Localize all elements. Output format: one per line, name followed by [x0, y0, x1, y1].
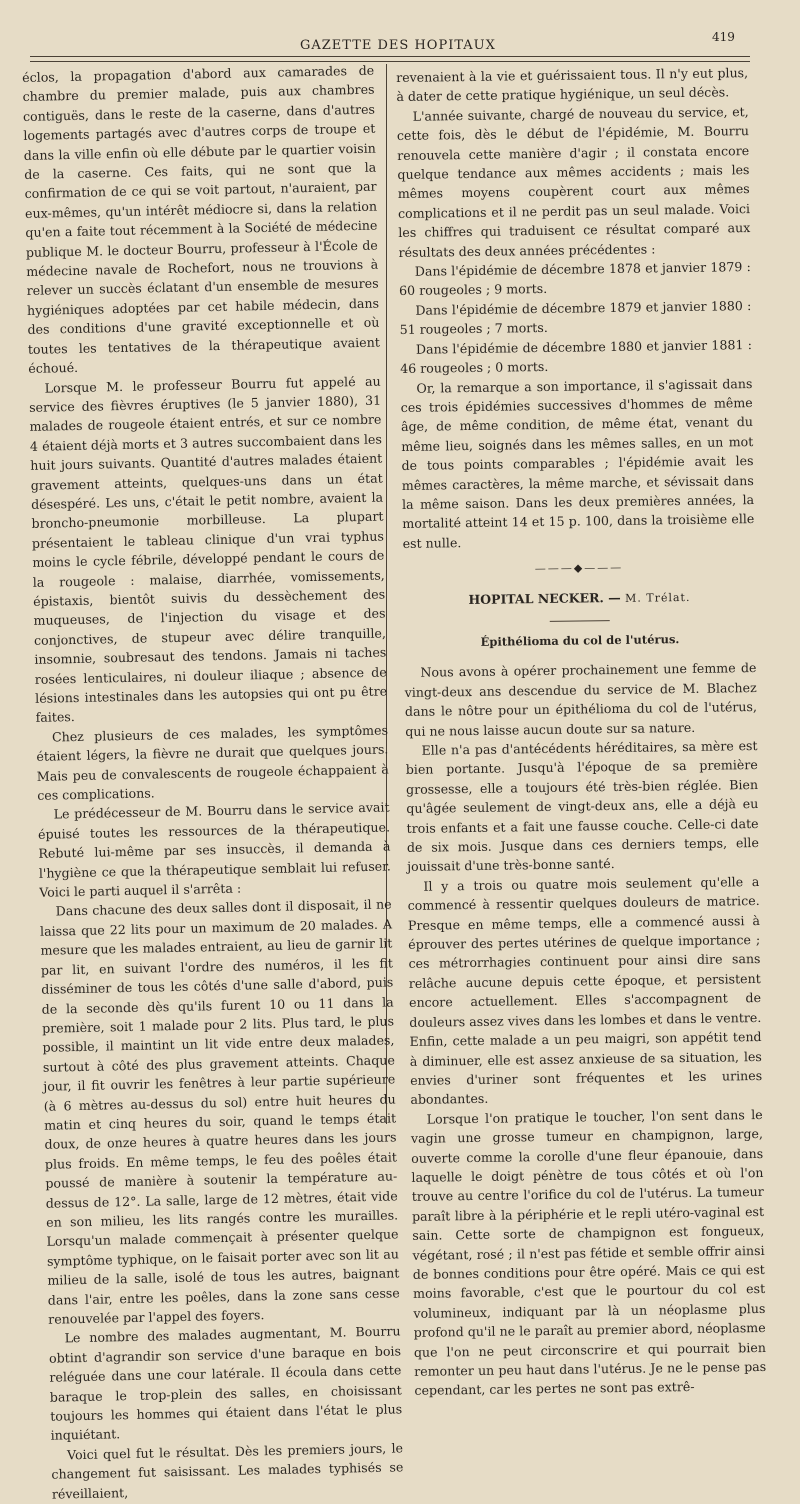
section-author: M. Trélat. — [624, 590, 691, 605]
paragraph: éclos, la propagation d'abord aux camarades de chambre du premier malade, puis aux chambres contiguës, dans le reste de la caserne, dans d'autres logements partagés avec d'autres corps de troupe et dans la ville enfin où elle débute par le quartier voisin de la caserne. Ces faits, qui ne sont que la confirmation de ce qui se voit partout, n'auraient, par eux-mêmes, qu'un intérêt médiocre si, dans la relation qu'en a faite tout récemment à la Société de médecine publique M. le docteur Bourru, professeur à l'École de médecine navale de Rochefort, nous ne trouvions à relever un succès éclatant d'un ensemble de mesures hygiéniques adoptées par cet habile médecin, dans des conditions d'une gravité exceptionnelle et où toutes les tentatives de la thérapeutique avaient échoué. — [22, 62, 380, 377]
paragraph: Dans l'épidémie de décembre 1880 et janvier 1881 : 46 rougeoles ; 0 morts. — [400, 336, 752, 377]
paragraph: Nous avons à opérer prochainement une femme de vingt-deux ans descendue du service de M. Blachez dans le nôtre pour un épithélioma du col de l'utérus, qui ne nous laisse aucun doute sur sa nature. — [404, 660, 758, 739]
paragraph: Lorsque l'on pratique le toucher, l'on sent dans le vagin une grosse tumeur en champignon, large, ouverte comme la corolle d'une fleur épanouie, dans laquelle le doigt pénètre de tous côtés et où l'on trouve au centre l'orifice du col de l'utérus. La tumeur paraît libre à la périphérie et le repli utéro-vaginal est sain. Cette sorte de champignon est fongueux, végétant, rosé ; il n'est pas fétide et semble offrir ainsi de bonnes conditions pour être opéré. Mais ce qui est moins favorable, c'est que le pourtour du col est volumineux, indiquant par là un néoplasme plus profond qu'il ne le paraît au premier abord, néoplasme que l'on ne peut circonscrire et qui pourrait bien remonter un peu haut dans l'utérus. Je ne le pense pas cependant, car les pertes ne sont pas extrê- — [410, 1106, 767, 1399]
paragraph: Dans chacune des deux salles dont il disposait, il ne laissa que 22 lits pour un maximum de 20 malades. A mesure que les malades entraient, au lieu de garnir lit par lit, en suivant l'ordre des numéros, il les fit disséminer de tous les côtés d'une salle d'abord, puis de la seconde dès qu'ils furent 10 ou 11 dans la première, soit 1 malade pour 2 lits. Plus tard, le plus possible, il maintint un lit vide entre deux malades, surtout à côté des plus gravement atteints. Chaque jour, il fit ouvrir les fenêtres à leur partie supérieure (à 6 mètres au-dessus du sol) entre huit heures du matin et cinq heures du soir, quand le temps était doux, de onze heures à quatre heures dans les jours plus froids. En même temps, le feu des poêles était poussé de manière à soutenir la température au-dessus de 12°. La salle, large de 12 mètres, était vide en son milieu, les lits rangés contre les murailles. Lorsqu'un malade commençait à présenter quelque symptôme typhique, on le faisait porter avec son lit au milieu de la salle, isolé de tous les autres, baignant dans l'air, entre les poêles, dans la zone sans cesse renouvelée par l'appel des foyers. — [39, 896, 400, 1327]
section-ornament: ———◆——— — [534, 561, 624, 576]
paragraph: Il y a trois ou quatre mois seulement qu'elle a commencé à ressentir quelques douleurs de matrice. Presque en même temps, elle a commencé aussi à éprouver des pertes utérines de quelque importance ; ces métrorrhagies continuent pour ainsi dire sans relâche aucune depuis cette époque, et persistent encore actuellement. Elles s'accompagnent de douleurs assez vives dans les lombes et dans le ventre. Enfin, cette malade a un peu maigri, son appétit tend à diminuer, elle est assez anxieuse de sa situation, les envies d'uriner sont fréquentes et les urines abondantes. — [407, 873, 763, 1108]
paragraph: Chez plusieurs de ces malades, les symptômes étaient légers, la fièvre ne durait que quelques jours. Mais peu de convalescents de rougeole échappaient à ces complications. — [36, 722, 389, 803]
paragraph: Dans l'épidémie de décembre 1879 et janvier 1880 : 51 rougeoles ; 7 morts. — [399, 297, 752, 338]
paragraph: revenaient à la vie et guérissaient tous. Il n'y eut plus, à dater de cette pratique hygiénique, un seul décès. — [396, 65, 749, 105]
hospital-name: HOPITAL NECKER. — [468, 589, 604, 607]
paragraph: Lorsque M. le professeur Bourru fut appelé au service des fièvres éruptives (le 5 janvier 1880), 31 malades de rougeole étaient entrés, et sur ce nombre 4 étaient déjà morts et 3 autres succombaient dans les huit jours suivants. Quantité d'autres malades étaient gravement atteints, quelques-uns dans un état désespéré. Les uns, c'était le petit nombre, avaient la broncho-pneumonie morbilleuse. La plupart présentaient le tableau clinique d'un vrai typhus moins le cycle fébrile, développé pendant le cours de la rougeole : malaise, diarrhée, vomissements, épistaxis, bientôt suivis du dessèchement des muqueuses, de l'injection du visage et des conjonctives, de stupeur avec délire tranquille, insomnie, soubresaut des tendons. Jamais ni taches rosées lenticulaires, ni douleur iliaque ; absence de lésions intestinales dans les autopsies qui ont pu être faites. — [28, 373, 388, 726]
heading-rule — [550, 620, 610, 622]
paragraph: Or, la remarque a son importance, il s'agissait dans ces trois épidémies successives d'hommes de même âge, de même condition, de même état, venant du même lieu, soignés dans les mêmes salles, en un mot de tous points comparables ; l'épidémie avait les mêmes caractères, la même marche, et sévissait dans la même saison. Dans les deux premières années, la mortalité atteint 14 et 15 p. 100, dans la troisième elle est nulle. — [400, 375, 755, 551]
paragraph: Voici quel fut le résultat. Dès les premiers jours, le changement fut saisissant. Les malades typhisés se réveillaient, — [51, 1440, 404, 1502]
page-header — [0, 30, 800, 52]
header-rule — [30, 56, 750, 62]
journal-title: GAZETTE DES HOPITAUX — [300, 38, 496, 53]
paragraph: Elle n'a pas d'antécédents héréditaires, sa mère est bien portante. Jusqu'à l'époque de sa première grossesse, elle a toujours été très-bien réglée. Bien qu'âgée seulement de vingt-deux ans, elle a déjà eu trois enfants et a fait une fausse couche. Celle-ci date de six mois. Jusque dans ces derniers temps, elle jouissait d'une très-bonne santé. — [405, 738, 759, 875]
page-number: 419 — [712, 30, 735, 44]
paragraph: L'année suivante, chargé de nouveau du service, et, cette fois, dès le début de l'épidémie, M. Bourru renouvela cette manière d'agir ; il constata encore quelque tendance aux mêmes accidents ; mais les mêmes moyens coupèrent court aux mêmes complications et il ne perdit pas un seul malade. Voici les chiffres qui traduisent ce résultat comparé aux résultats des deux années précédentes : — [396, 103, 751, 260]
article-title: Épithélioma du col de l'utérus. — [480, 632, 680, 649]
right-column — [396, 63, 767, 1399]
section-heading — [403, 586, 755, 611]
heading-separator: — — [603, 589, 626, 605]
left-column — [22, 61, 404, 1502]
paragraph: Le prédécesseur de M. Bourru dans le service avait épuisé toutes les ressources de la thérapeutique. Rebuté lui-même par ses insuccès, il demanda à l'hygiène ce que la thérapeutique semblait lui refuser. Voici le parti auquel il s'arrêta : — [37, 799, 391, 900]
paragraph: Le nombre des malades augmentant, M. Bourru obtint d'agrandir son service d'une baraque en bois reléguée dans une cour latérale. Il écoula dans cette baraque le trop-plein des salles, en choisissant toujours les hommes qui étaient dans l'état le plus inquiétant. — [48, 1323, 403, 1444]
paragraph: Dans l'épidémie de décembre 1878 et janvier 1879 : 60 rougeoles ; 9 morts. — [399, 259, 751, 299]
